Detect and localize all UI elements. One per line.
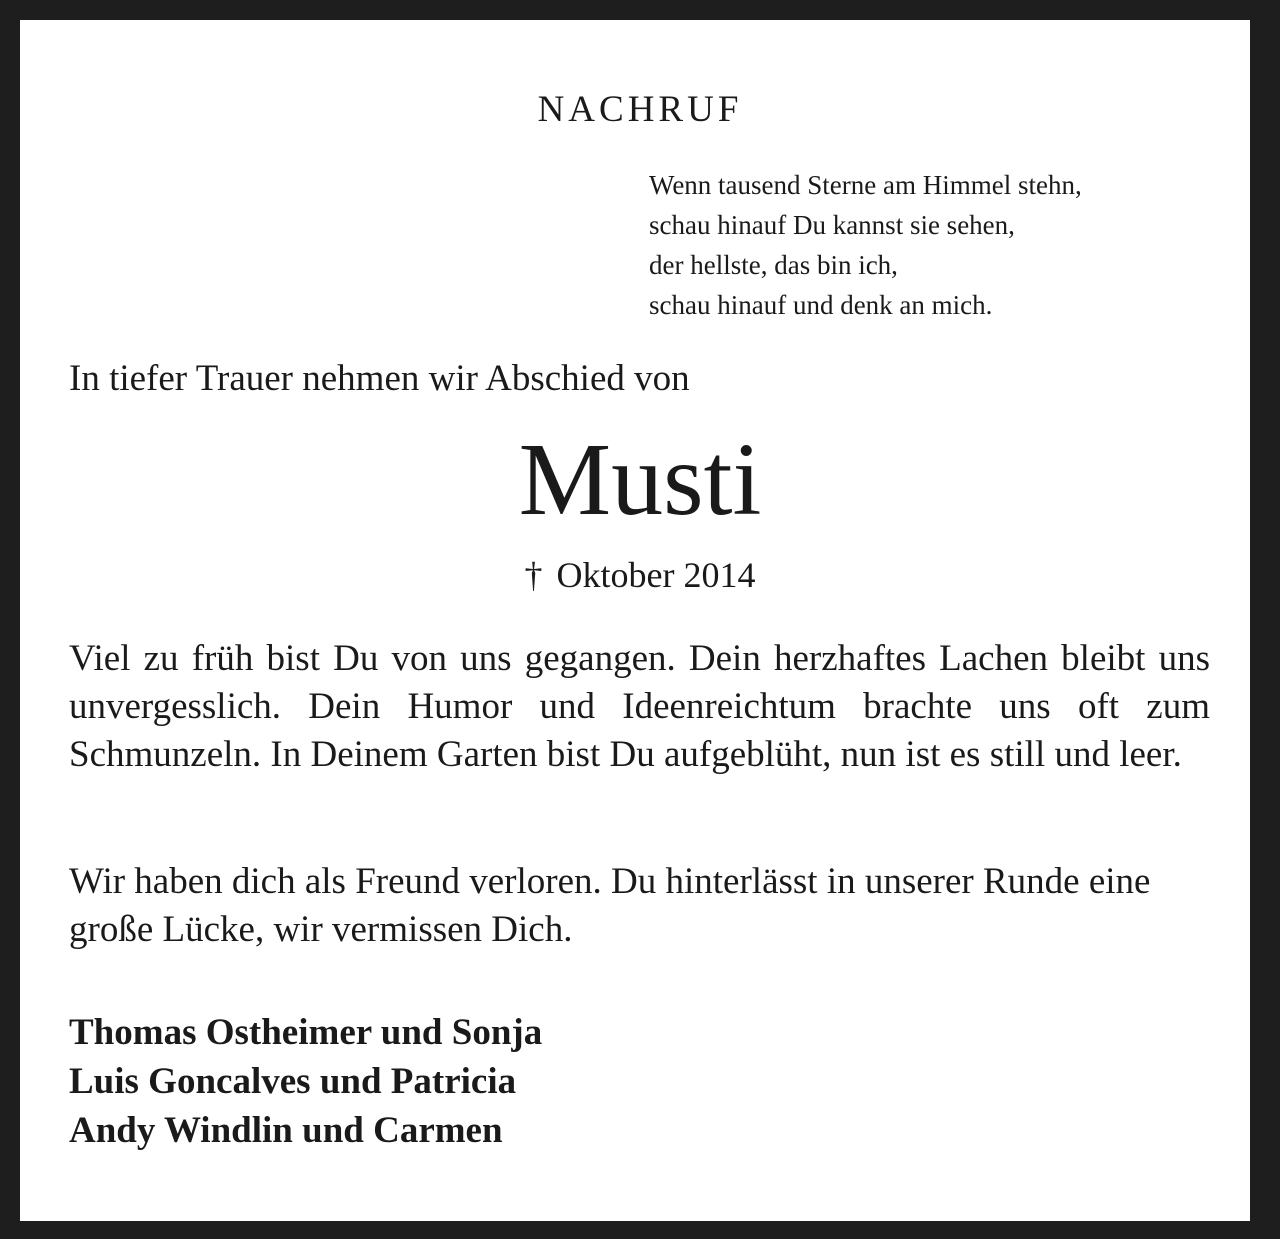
- death-date: Oktober 2014: [556, 555, 756, 595]
- tribute-paragraph: Wir haben dich als Freund verloren. Du hinterlässt in unserer Runde eine große Lücke, wir vermissen Dich.: [69, 861, 1151, 950]
- tribute-paragraph: Viel zu früh bist Du von uns gegangen. Dein herzhaftes Lachen bleibt uns unvergesslich. Dein Humor und Ideenreichtum brachte uns oft zum Schmunzeln. In Deinem Garten bist Du aufgeblüht, nun ist es still und leer.: [69, 638, 1210, 775]
- signer: Luis Goncalves und Patricia: [69, 1061, 517, 1102]
- signers-list: [69, 1008, 542, 1155]
- poem-line: schau hinauf Du kannst sie sehen,: [649, 210, 1015, 240]
- poem-line: der hellste, das bin ich,: [649, 250, 898, 280]
- deceased-name: Musti: [518, 422, 762, 537]
- cross-icon: †: [524, 555, 543, 595]
- poem-line: schau hinauf und denk an mich.: [649, 290, 993, 320]
- intro-text: In tiefer Trauer nehmen wir Abschied von: [69, 358, 690, 399]
- signer: Andy Windlin und Carmen: [69, 1110, 503, 1151]
- poem-verse: [649, 165, 1229, 325]
- obituary-notice: [20, 20, 1250, 1221]
- poem-line: Wenn tausend Sterne am Himmel stehn,: [649, 170, 1082, 200]
- death-date-line: [20, 552, 1260, 598]
- notice-heading: NACHRUF: [537, 89, 743, 130]
- signer: Thomas Ostheimer und Sonja: [69, 1012, 543, 1053]
